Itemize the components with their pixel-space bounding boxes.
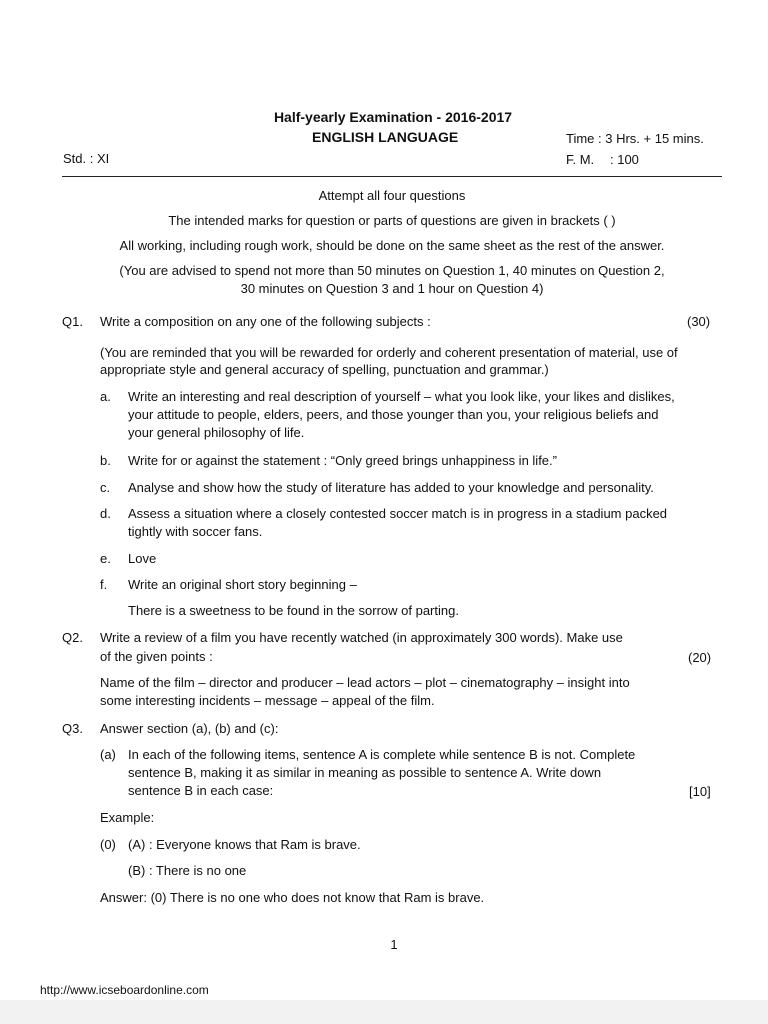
q3-a-line-3: sentence B in each case: [128,783,274,798]
option-letter-f: f. [100,577,108,592]
q3-number: Q3. [62,721,83,736]
story-beginning: There is a sweetness to be found in the sorrow of parting. [128,603,459,618]
example-sentence-a: (A) : Everyone knows that Ram is brave. [128,837,361,852]
option-f-line-1: Write an original short story beginning – [128,577,357,592]
page-number: 1 [390,937,398,952]
q1-marks: (30) [687,314,711,329]
option-a-line-1: Write an interesting and real description of yourself – what you look like, your likes and dislikes, [128,389,675,404]
option-a-line-2: your attitude to people, elders, peers, and those younger than you, your religious beliefs and [128,407,659,422]
option-b-line-1: Write for or against the statement : “Only greed brings unhappiness in life.” [128,453,557,468]
option-d-line-1: Assess a situation where a closely contested soccer match is in progress in a stadium packed [128,506,668,521]
q2-number: Q2. [62,630,83,645]
q3-a-line-1: In each of the following items, sentence A is complete while sentence B is not. Complete [128,747,636,762]
option-letter-b: b. [100,453,111,468]
option-c-line-1: Analyse and show how the study of literature has added to your knowledge and personality. [128,480,654,495]
example-answer: Answer: (0) There is no one who does not know that Ram is brave. [100,890,485,905]
q3-text: Answer section (a), (b) and (c): [100,721,279,736]
q3-a-line-2: sentence B, making it as similar in meaning as possible to sentence A. Write down [128,765,602,780]
example-number: (0) [100,837,116,852]
q3-a-label: (a) [100,747,116,762]
option-letter-c: c. [100,480,111,495]
exam-title: Half-yearly Examination - 2016-2017 [273,109,513,125]
fm-value: : 100 [610,152,639,167]
option-e-line-1: Love [128,551,157,566]
subject-title: ENGLISH LANGUAGE [312,129,459,145]
footer-url[interactable]: http://www.icseboardonline.com [40,983,209,997]
q1-note-line-1: (You are reminded that you will be rewarded for orderly and coherent presentation of material, use of [100,345,678,360]
q1-note-line-2: appropriate style and general accuracy of spelling, punctuation and grammar.) [100,362,549,377]
option-letter-e: e. [100,551,111,566]
option-a-line-3: your general philosophy of life. [128,425,305,440]
q2-line-2: of the given points : [100,649,213,664]
q2-marks: (20) [688,650,712,665]
q2-line-1: Write a review of a film you have recently watched (in approximately 300 words). Make use [100,630,623,645]
q1-number: Q1. [62,314,83,329]
instruction-5: 30 minutes on Question 3 and 1 hour on Question 4) [240,281,544,296]
bottom-band [0,1000,768,1024]
option-letter-d: d. [100,506,111,521]
q2-points-line-2: some interesting incidents – message – appeal of the film. [100,693,435,708]
instruction-3: All working, including rough work, should be done on the same sheet as the rest of the answer. [119,238,665,253]
option-d-line-2: tightly with soccer fans. [128,524,263,539]
instruction-1: Attempt all four questions [318,188,466,203]
time-label: Time : 3 Hrs. + 15 mins. [566,131,704,146]
q2-points-line-1: Name of the film – director and producer – lead actors – plot – cinematography – insight into [100,675,630,690]
instruction-2: The intended marks for question or parts of questions are given in brackets ( ) [168,213,616,228]
fm-label: F. M. [566,152,595,167]
instruction-4: (You are advised to spend not more than 50 minutes on Question 1, 40 minutes on Question 2, [119,263,665,278]
std-label: Std. : XI [63,151,110,166]
example-sentence-b: (B) : There is no one [128,863,247,878]
example-label: Example: [100,810,155,825]
q1-text: Write a composition on any one of the following subjects : [100,314,431,329]
header-divider [62,176,722,177]
option-letter-a: a. [100,389,111,404]
q3-a-marks: [10] [689,784,711,799]
